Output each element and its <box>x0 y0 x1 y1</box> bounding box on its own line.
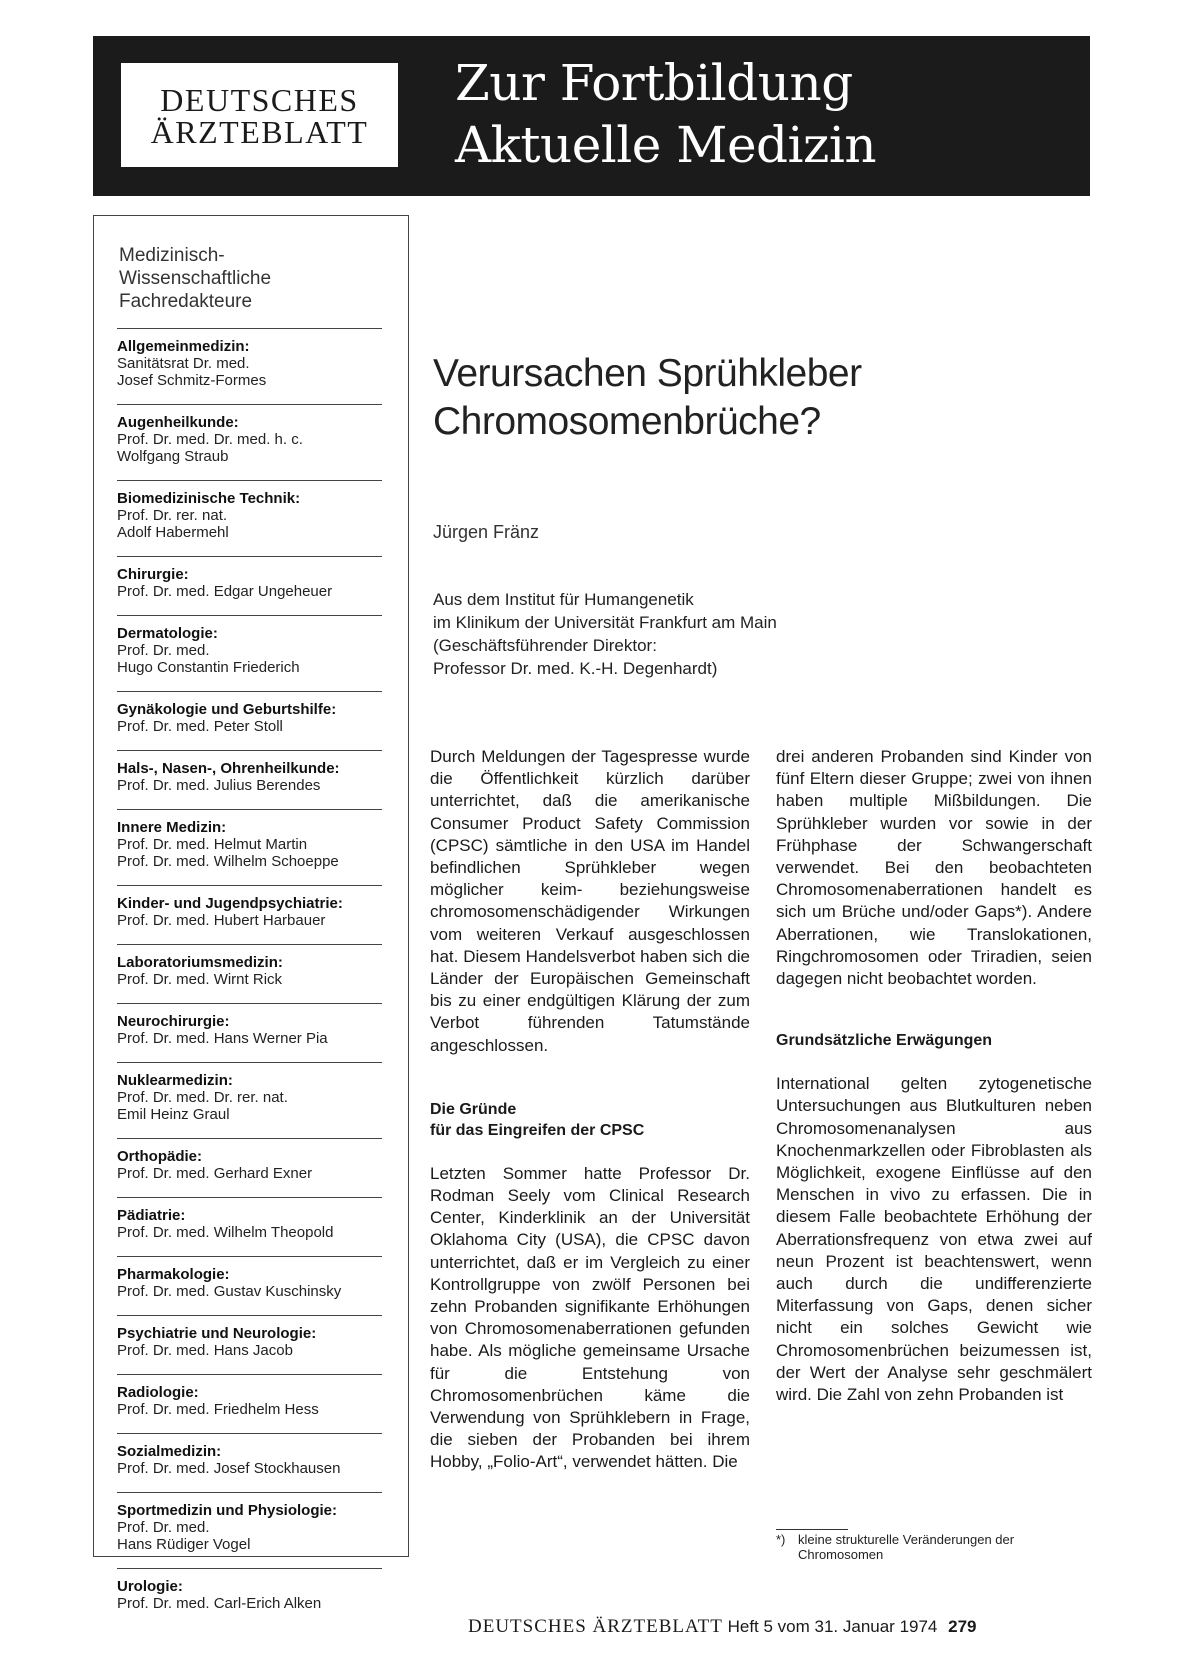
editor-entry <box>117 490 387 541</box>
sidebar-divider <box>117 404 382 405</box>
article-affiliation <box>433 588 777 680</box>
editors-sidebar <box>93 215 409 1612</box>
article-title-line-2: Chromosomenbrüche? <box>433 400 821 443</box>
editor-entry <box>117 1266 387 1300</box>
body-column-2 <box>776 746 1092 1406</box>
editor-name: Prof. Dr. med. <box>117 1519 210 1536</box>
editor-name: Prof. Dr. med. Josef Stockhausen <box>117 1460 341 1477</box>
sidebar-divider <box>117 1568 382 1569</box>
sidebar-heading-line: Medizinisch- <box>119 245 225 266</box>
editor-name: Prof. Dr. med. Gustav Kuschinsky <box>117 1283 342 1300</box>
sidebar-heading <box>119 244 379 313</box>
footnote <box>776 1532 1014 1562</box>
editor-field: Augenheilkunde: <box>117 414 239 431</box>
editor-name: Prof. Dr. med. Edgar Ungeheuer <box>117 583 333 600</box>
sidebar-divider <box>117 944 382 945</box>
article-author: Jürgen Fränz <box>433 522 540 542</box>
article-title <box>433 350 862 446</box>
affiliation-line: (Geschäftsführender Direktor: <box>433 636 657 655</box>
editor-entry <box>117 1578 387 1612</box>
editor-name: Prof. Dr. med. Peter Stoll <box>117 718 283 735</box>
editor-name: Prof. Dr. med. Gerhard Exner <box>117 1165 313 1182</box>
footer-journal: DEUTSCHES ÄRZTEBLATT <box>468 1616 723 1637</box>
footer-issue: Heft 5 vom 31. Januar 1974 <box>727 1617 938 1636</box>
editor-name: Prof. Dr. med. Wilhelm Theopold <box>117 1224 334 1241</box>
sidebar-divider <box>117 1256 382 1257</box>
editor-field: Chirurgie: <box>117 566 189 583</box>
editor-name: Prof. Dr. med. Wirnt Rick <box>117 971 283 988</box>
sidebar-divider <box>117 480 382 481</box>
body-paragraph: Letzten Sommer hatte Professor Dr. Rodman Seely vom Clinical Research Center, Kinderklinik an der Universität Oklahoma City (USA), die CPSC davon unterrichtet, daß er im Vergleich zu einer Kontrollgruppe von zwölf Personen bei zehn Probanden signifikante Erhöhungen von Chromosomenaberrationen gefunden habe. Als mögliche gemeinsame Ursache für die Entstehung von Chromosomenbrüchen käme die Verwendung von Sprühklebern in Frage, die sieben der Probanden bei ihrem Hobby, „Folio-Art“, verwendet hätten. Die <box>430 1163 750 1472</box>
sidebar-divider <box>117 1433 382 1434</box>
logo-line-2: ÄRZTEBLATT <box>150 114 369 150</box>
editor-entry <box>117 1013 387 1047</box>
subheading-line: Die Gründe <box>430 1100 517 1118</box>
body-column-1 <box>430 746 750 1474</box>
editor-name: Prof. Dr. med. <box>117 642 210 659</box>
sidebar-divider <box>117 615 382 616</box>
editor-field: Sportmedizin und Physiologie: <box>117 1502 338 1519</box>
editor-name: Prof. Dr. med. Carl-Erich Alken <box>117 1595 322 1612</box>
editor-entry <box>117 1148 387 1182</box>
editor-field: Pädiatrie: <box>117 1207 186 1224</box>
sidebar-divider <box>117 556 382 557</box>
editor-entry <box>117 1207 387 1241</box>
sidebar-divider <box>117 750 382 751</box>
body-paragraph: International gelten zytogenetische Untersuchungen aus Blutkulturen neben Chromosomenanalysen aus Knochenmarkzellen oder Fibroblasten als Möglichkeit, exogene Einflüsse auf den Menschen in vivo zu erfassen. Die in diesem Falle beobachtete Erhöhung der Aberrationsfrequenz von etwa zwei auf neun Prozent ist beachtenswert, wenn auch durch die undifferenzierte Miterfassung von Gaps, denen sicher nicht ein solches Gewicht wie Chromosomenbrüchen beizumessen ist, der Wert der Analyse sehr geschmälert wird. Die Zahl von zehn Probanden ist <box>776 1074 1092 1405</box>
affiliation-line: Professor Dr. med. K.-H. Degenhardt) <box>433 659 718 678</box>
editor-name: Prof. Dr. med. Dr. med. h. c. <box>117 431 303 448</box>
editor-name: Sanitätsrat Dr. med. <box>117 355 250 372</box>
sidebar-divider <box>117 691 382 692</box>
editor-entry <box>117 625 387 676</box>
editor-name: Prof. Dr. med. Friedhelm Hess <box>117 1401 319 1418</box>
editor-name: Prof. Dr. med. Hans Jacob <box>117 1342 293 1359</box>
section-title-line-1: Zur Fortbildung <box>455 54 853 112</box>
editor-name: Josef Schmitz-Formes <box>117 372 267 389</box>
editor-entry <box>117 1072 387 1123</box>
editor-field: Hals-, Nasen-, Ohrenheilkunde: <box>117 760 340 777</box>
editor-name: Prof. Dr. med. Helmut Martin <box>117 836 308 853</box>
affiliation-line: im Klinikum der Universität Frankfurt am Main <box>433 613 777 632</box>
editor-field: Allgemeinmedizin: <box>117 338 250 355</box>
editor-name: Hans Rüdiger Vogel <box>117 1536 251 1553</box>
editor-name: Prof. Dr. med. Dr. rer. nat. <box>117 1089 288 1106</box>
sidebar-heading-line: Wissenschaftliche <box>119 268 272 289</box>
editor-field: Innere Medizin: <box>117 819 227 836</box>
sidebar-divider <box>117 1062 382 1063</box>
editor-name: Prof. Dr. med. Wilhelm Schoeppe <box>117 853 339 870</box>
affiliation-line: Aus dem Institut für Humangenetik <box>433 590 694 609</box>
editor-field: Orthopädie: <box>117 1148 202 1165</box>
body-paragraph: drei anderen Probanden sind Kinder von fünf Eltern dieser Gruppe; zwei von ihnen haben multiple Mißbildungen. Die Sprühkleber wurden vor sowie in der Frühphase der Schwangerschaft verwendet. Bei den beobachteten Chromosomenaberrationen handelt es sich um Brüche und/oder Gaps*). Andere Aberrationen, wie Translokationen, Ringchromosomen oder Triradien, seien dagegen nicht beobachtet worden. <box>776 747 1092 989</box>
editor-name: Prof. Dr. med. Hans Werner Pia <box>117 1030 328 1047</box>
sidebar-divider <box>117 1374 382 1375</box>
editor-entry <box>117 760 387 794</box>
footnote-text: kleine strukturelle Veränderungen der <box>798 1532 1015 1547</box>
section-subheading: Grundsätzliche Erwägungen <box>776 1032 993 1050</box>
editor-name: Adolf Habermehl <box>117 524 229 541</box>
header-band <box>93 36 1090 196</box>
page-footer <box>468 1616 977 1638</box>
editor-field: Nuklearmedizin: <box>117 1072 233 1089</box>
sidebar-divider <box>117 1492 382 1493</box>
section-title-line-2: Aktuelle Medizin <box>455 116 877 174</box>
sidebar-divider <box>117 885 382 886</box>
article-title-line-1: Verursachen Sprühkleber <box>433 352 862 395</box>
page-number: 279 <box>948 1617 977 1636</box>
editor-entry <box>117 338 387 389</box>
body-paragraph: Durch Meldungen der Tagespresse wurde die Öffentlichkeit kürzlich darüber unterrichtet, daß die amerikanische Consumer Product Safety Commission (CPSC) sämtliche in den USA im Handel befindlichen Sprühkleber wegen möglicher keim- beziehungsweise chromosomenschädigender Wirkungen vom weiteren Verkauf ausgeschlossen hat. Diesem Handelsverbot haben sich die Länder der Europäischen Gemeinschaft bis zu einer endgültigen Klärung der zum Verbot führenden Tatumstände angeschlossen. <box>430 747 750 1055</box>
editor-name: Emil Heinz Graul <box>117 1106 230 1123</box>
editor-field: Neurochirurgie: <box>117 1013 230 1030</box>
editor-entry <box>117 414 387 465</box>
editor-field: Pharmakologie: <box>117 1266 230 1283</box>
editor-name: Hugo Constantin Friederich <box>117 659 300 676</box>
sidebar-divider <box>117 1138 382 1139</box>
sidebar-divider <box>117 328 382 329</box>
editor-name: Prof. Dr. med. Julius Berendes <box>117 777 321 794</box>
editor-name: Prof. Dr. rer. nat. <box>117 507 228 524</box>
editor-entry <box>117 1325 387 1359</box>
editor-field: Laboratoriumsmedizin: <box>117 954 283 971</box>
editor-entry <box>117 895 387 929</box>
sidebar-divider <box>117 1197 382 1198</box>
section-subheading <box>430 1099 750 1141</box>
editor-name: Wolfgang Straub <box>117 448 229 465</box>
editor-entry <box>117 1443 387 1477</box>
subheading-line: für das Eingreifen der CPSC <box>430 1121 645 1139</box>
sidebar-divider <box>117 1003 382 1004</box>
editor-field: Psychiatrie und Neurologie: <box>117 1325 317 1342</box>
footnote-mark: *) <box>776 1532 786 1547</box>
journal-logo <box>121 63 398 167</box>
logo-line-1: DEUTSCHES <box>160 82 359 118</box>
editor-entry <box>117 566 387 600</box>
editor-field: Gynäkologie und Geburtshilfe: <box>117 701 337 718</box>
sidebar-divider <box>117 809 382 810</box>
editor-field: Sozialmedizin: <box>117 1443 222 1460</box>
editor-entry <box>117 819 387 870</box>
sidebar-divider <box>117 1315 382 1316</box>
editor-entry <box>117 954 387 988</box>
footnote-text: Chromosomen <box>798 1547 884 1562</box>
footnote-rule <box>776 1529 848 1530</box>
editor-field: Urologie: <box>117 1578 183 1595</box>
editor-field: Biomedizinische Technik: <box>117 490 301 507</box>
editor-field: Dermatologie: <box>117 625 218 642</box>
editor-field: Kinder- und Jugendpsychiatrie: <box>117 895 343 912</box>
editor-entry <box>117 701 387 735</box>
editor-field: Radiologie: <box>117 1384 199 1401</box>
editor-name: Prof. Dr. med. Hubert Harbauer <box>117 912 326 929</box>
sidebar-heading-line: Fachredakteure <box>119 291 253 312</box>
editor-entry <box>117 1384 387 1418</box>
editor-entry <box>117 1502 387 1553</box>
